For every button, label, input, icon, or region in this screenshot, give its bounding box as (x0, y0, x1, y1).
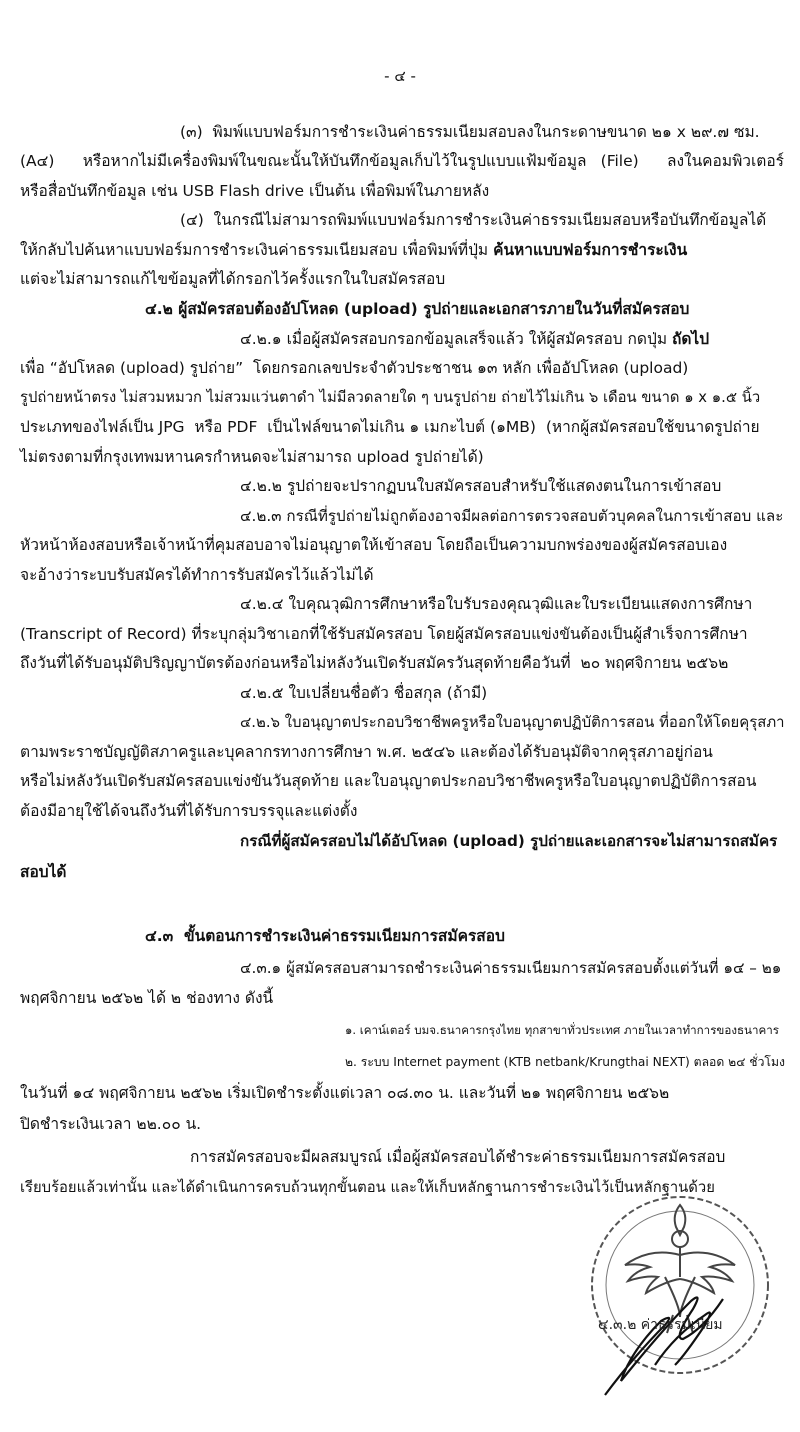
text-line: ๔.๒.๖ ใบอนุญาตประกอบวิชาชีพครูหรือใบอนุญาตปฏิบัติการสอน ที่ออกให้โดยคุรุสภา (240, 713, 785, 731)
text-line: ๔.๒.๒ รูปถ่ายจะปรากฏบนใบสมัครสอบสำหรับใช้แสดงตนในการเข้าสอบ (240, 477, 722, 495)
section-heading: ๔.๒ ผู้สมัครสอบต้องอัปโหลด (upload) รูปถ่ายและเอกสารภายในวันที่สมัครสอบ (145, 300, 690, 318)
text-line: ๔.๒.๓ กรณีที่รูปถ่ายไม่ถูกต้องอาจมีผลต่อการตรวจสอบตัวบุคคลในการเข้าสอบ และ (240, 507, 784, 525)
warning-text: กรณีที่ผู้สมัครสอบไม่ได้อัปโหลด (upload) รูปถ่ายและเอกสารจะไม่สามารถสมัคร (240, 832, 778, 850)
warning-text: สอบได้ (20, 863, 67, 881)
garuda-seal-icon (585, 1165, 785, 1405)
text-line: ถึงวันที่ได้รับอนุมัติปริญญาบัตรต้องก่อนหรือไม่หลังวันเปิดรับสมัครวันสุดท้ายคือวันที่ ๒๐ พฤศจิกายน ๒๕๖๒ (20, 654, 729, 672)
text-line: (๔) ในกรณีไม่สามารถพิมพ์แบบฟอร์มการชำระเงินค่าธรรมเนียมสอบหรือบันทึกข้อมูลได้ (180, 211, 767, 229)
page-number: - ๔ - (384, 67, 416, 85)
text-line: เพื่อ “อัปโหลด (upload) รูปถ่าย” โดยกรอกเลขประจำตัวประชาชน ๑๓ หลัก เพื่ออัปโหลด (upload) (20, 359, 689, 377)
text-line: ตามพระราชบัญญัติสภาครูและบุคลากรทางการศึกษา พ.ศ. ๒๕๔๖ และต้องได้รับอนุมัติจากคุรุสภาอยู่ก่อน (20, 743, 713, 761)
text-line: ๔.๒.๔ ใบคุณวุฒิการศึกษาหรือใบรับรองคุณวุฒิและใบระเบียนแสดงการศึกษา (240, 595, 753, 613)
text-line: (A๔) หรือหากไม่มีเครื่องพิมพ์ในขณะนั้นให้บันทึกข้อมูลเก็บไว้ในรูปแบบแฟ้มข้อมูล (File) ลงในคอมพิวเตอร์ (20, 152, 784, 170)
text-line: หรือสื่อบันทึกข้อมูล เช่น USB Flash drive เป็นต้น เพื่อพิมพ์ในภายหลัง (20, 182, 490, 200)
text-line: รูปถ่ายหน้าตรง ไม่สวมหมวก ไม่สวมแว่นตาดำ ไม่มีลวดลายใด ๆ บนรูปถ่าย ถ่ายไว้ไม่เกิน ๖ เดือน ขนาด ๑ x ๑.๕ นิ้ว (20, 389, 761, 406)
text-line: ปิดชำระเงินเวลา ๒๒.๐๐ น. (20, 1115, 202, 1133)
text-line: หรือไม่หลังวันเปิดรับสมัครสอบแข่งขันวันสุดท้าย และใบอนุญาตประกอบวิชาชีพครูหรือใบอนุญาตปฏิบัติการสอน (20, 772, 757, 790)
text-line: การสมัครสอบจะมีผลสมบูรณ์ เมื่อผู้สมัครสอบได้ชำระค่าธรรมเนียมการสมัครสอบ (190, 1148, 726, 1166)
text-line: ต้องมีอายุใช้ได้จนถึงวันที่ได้รับการบรรจุและแต่งตั้ง (20, 802, 358, 820)
text-line: แต่จะไม่สามารถแก้ไขข้อมูลที่ได้กรอกไว้ครั้งแรกในใบสมัครสอบ (20, 270, 446, 288)
text-line: ๑. เคาน์เตอร์ บมจ.ธนาคารกรุงไทย ทุกสาขาทั่วประเทศ ภายในเวลาทำการของธนาคาร (345, 1023, 779, 1037)
text-line: ในวันที่ ๑๔ พฤศจิกายน ๒๕๖๒ เริ่มเปิดชำระตั้งแต่เวลา ๐๘.๓๐ น. และวันที่ ๒๑ พฤศจิกายน ๒๕๖๒ (20, 1084, 670, 1102)
text-line: (๓) พิมพ์แบบฟอร์มการชำระเงินค่าธรรมเนียมสอบลงในกระดาษขนาด ๒๑ x ๒๙.๗ ซม. (180, 123, 760, 141)
text-line: ๔.๓.๑ ผู้สมัครสอบสามารถชำระเงินค่าธรรมเนียมการสมัครสอบตั้งแต่วันที่ ๑๔ – ๒๑ (240, 959, 782, 977)
text-line: ๔.๒.๑ เมื่อผู้สมัครสอบกรอกข้อมูลเสร็จแล้ว ให้ผู้สมัครสอบ กดปุ่ม ถัดไป (240, 330, 710, 348)
text-line: หัวหน้าห้องสอบหรือเจ้าหน้าที่คุมสอบอาจไม่อนุญาตให้เข้าสอบ โดยถือเป็นความบกพร่องของผู้สมัครสอบเอง (20, 536, 728, 554)
text-line: เรียบร้อยแล้วเท่านั้น และได้ดำเนินการครบถ้วนทุกขั้นตอน และให้เก็บหลักฐานการชำระเงินไว้เป็นหลักฐานด้วย (20, 1179, 715, 1196)
text-line: ๒. ระบบ Internet payment (KTB netbank/Krungthai NEXT) ตลอด ๒๔ ชั่วโมง (345, 1055, 785, 1069)
text-line: (Transcript of Record) ที่ระบุกลุ่มวิชาเอกที่ใช้รับสมัครสอบ โดยผู้สมัครสอบแข่งขันต้องเป็นผู้สำเร็จการศึกษา (20, 625, 748, 643)
seal-caption: ๔.๓.๒ ค่าธรรมเนียม (598, 1317, 723, 1333)
text-line: ประเภทของไฟล์เป็น JPG หรือ PDF เป็นไฟล์ขนาดไม่เกิน ๑ เมกะไบต์ (๑MB) (หากผู้สมัครสอบใช้ขนาดรูปถ่าย (20, 418, 760, 436)
text-line: จะอ้างว่าระบบรับสมัครได้ทำการรับสมัครไว้แล้วไม่ได้ (20, 566, 374, 584)
text-line: ให้กลับไปค้นหาแบบฟอร์มการชำระเงินค่าธรรมเนียมสอบ เพื่อพิมพ์ที่ปุ่ม ค้นหาแบบฟอร์มการชำระเงิน (20, 241, 688, 259)
next-button-label: ถัดไป (671, 330, 710, 348)
text-line: ๔.๒.๕ ใบเปลี่ยนชื่อตัว ชื่อสกุล (ถ้ามี) (240, 684, 488, 702)
text-line: ไม่ตรงตามที่กรุงเทพมหานครกำหนดจะไม่สามารถ upload รูปถ่ายได้) (20, 448, 484, 466)
text-line: พฤศจิกายน ๒๕๖๒ ได้ ๒ ช่องทาง ดังนี้ (20, 989, 274, 1007)
search-payment-form-button-label: ค้นหาแบบฟอร์มการชำระเงิน (493, 241, 688, 259)
section-heading: ๔.๓ ขั้นตอนการชำระเงินค่าธรรมเนียมการสมัครสอบ (145, 927, 505, 945)
